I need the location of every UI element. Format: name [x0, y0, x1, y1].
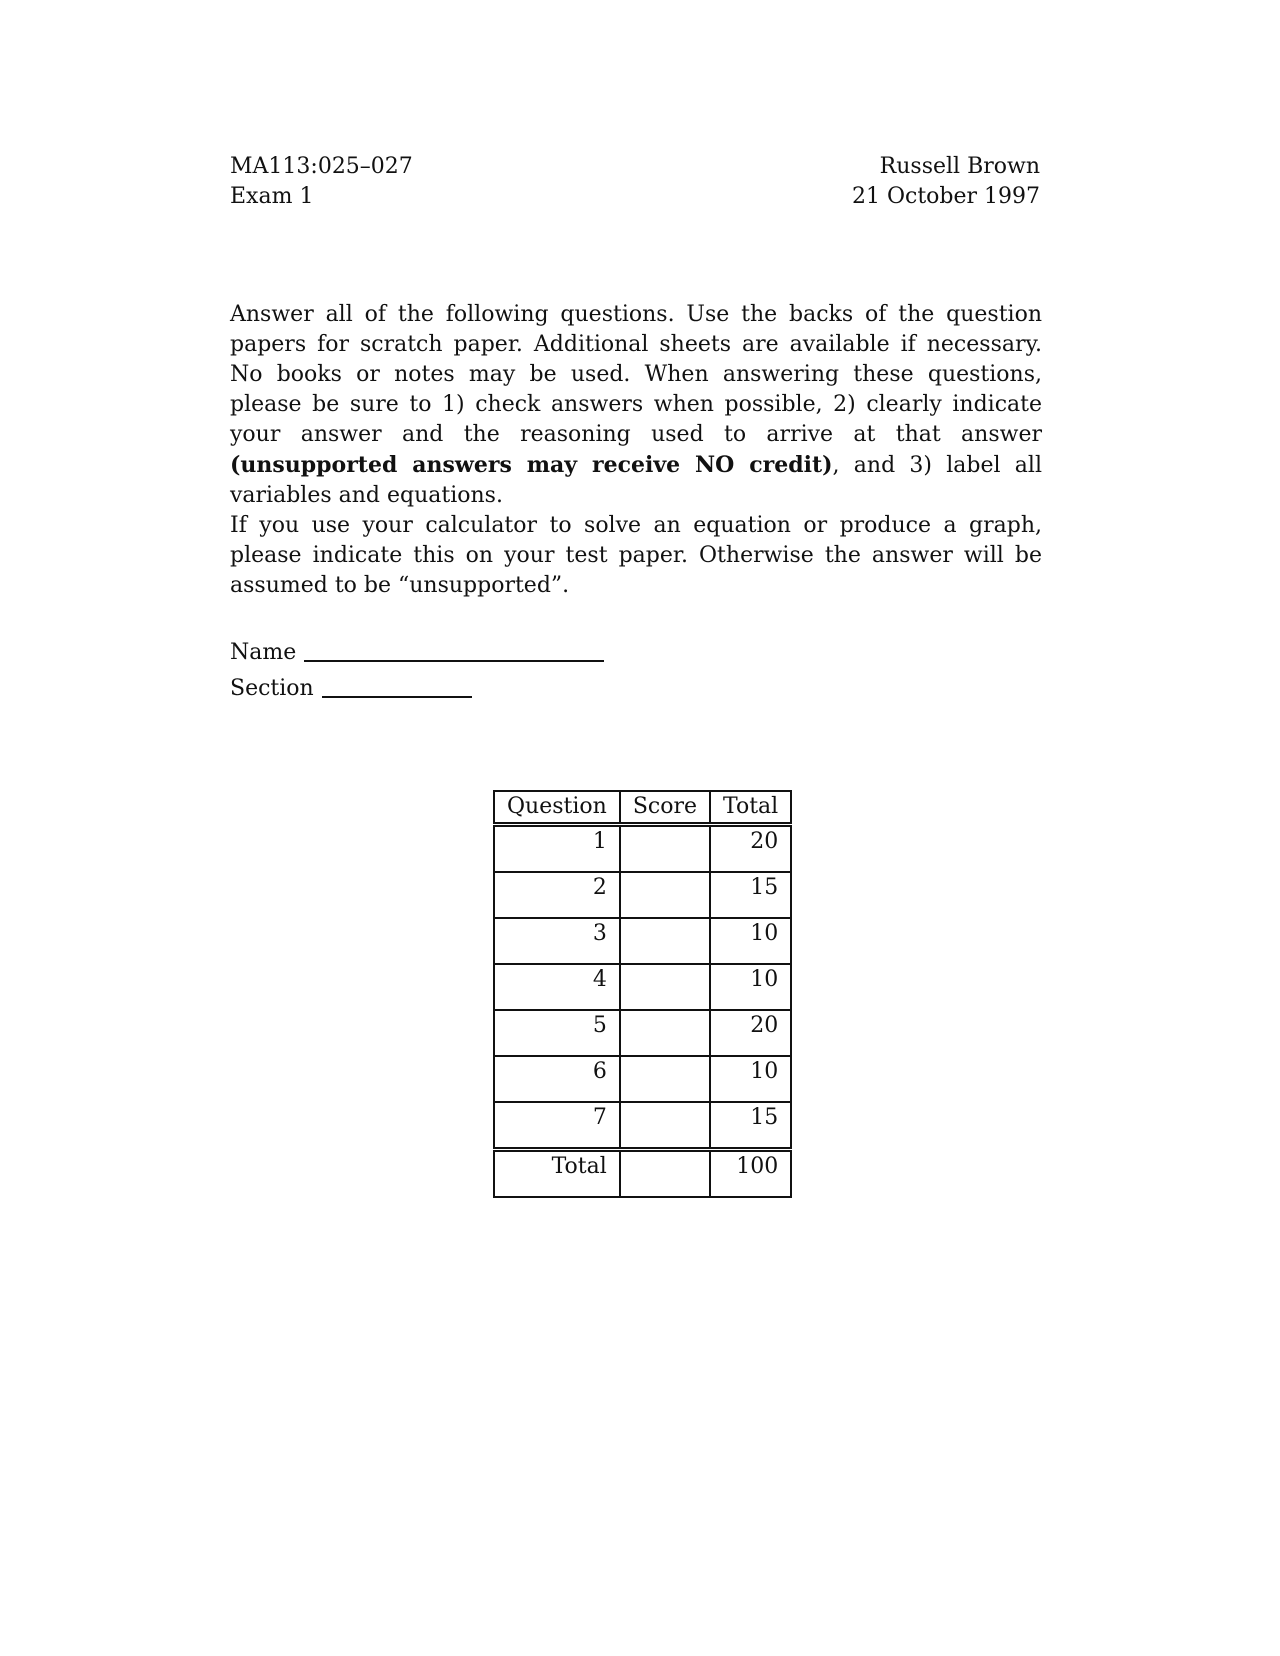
name-field-row [230, 638, 604, 668]
total-points: 15 [710, 872, 791, 918]
table-row [494, 872, 791, 918]
total-points: 20 [710, 1010, 791, 1056]
instructions [230, 300, 1042, 601]
question-number: 7 [494, 1102, 620, 1150]
section-label: Section [230, 676, 314, 701]
table-row [494, 1056, 791, 1102]
total-points-sum: 100 [710, 1150, 791, 1198]
score-cell[interactable] [620, 1056, 710, 1102]
table-row [494, 1102, 791, 1150]
question-number: 3 [494, 918, 620, 964]
question-number: 5 [494, 1010, 620, 1056]
total-label: Total [494, 1150, 620, 1198]
instructions-bold-warning: (unsupported answers may receive NO credit) [230, 452, 833, 478]
score-table [493, 790, 792, 1198]
course-code: MA113:025–027 [230, 154, 413, 179]
question-number: 1 [494, 825, 620, 873]
table-row [494, 1010, 791, 1056]
total-points: 20 [710, 825, 791, 873]
name-label: Name [230, 640, 297, 665]
question-number: 6 [494, 1056, 620, 1102]
score-cell[interactable] [620, 872, 710, 918]
table-row [494, 825, 791, 873]
table-row [494, 918, 791, 964]
score-cell[interactable] [620, 1010, 710, 1056]
instructions-text-2: , and 3) label all variables and equations. [230, 453, 1042, 508]
question-number: 2 [494, 872, 620, 918]
instructions-paragraph-2: If you use your calculator to solve an equation or produce a graph, please indicate this on your test paper. Otherwise the answer will be assumed to be “unsupported”. [230, 513, 1042, 598]
header-question: Question [494, 791, 620, 825]
exam-title: Exam 1 [230, 184, 314, 209]
section-field-row [230, 674, 472, 704]
total-points: 10 [710, 918, 791, 964]
total-points: 15 [710, 1102, 791, 1150]
instructions-text-1: Answer all of the following questions. Use the backs of the question papers for scratch paper. Additional sheets are available if necessary. No books or notes may be used. When answering these questions, please be sure to 1) check answers when possible, 2) clearly indicate your answer and the reasoning used to arrive at that answer [230, 302, 1042, 447]
header-right [830, 152, 1040, 212]
total-points: 10 [710, 964, 791, 1010]
instructor-name: Russell Brown [879, 154, 1040, 179]
total-score-cell[interactable] [620, 1150, 710, 1198]
header-score: Score [620, 791, 710, 825]
score-table-header-row [494, 791, 791, 825]
score-cell[interactable] [620, 1102, 710, 1150]
header-total: Total [710, 791, 791, 825]
section-blank-line[interactable] [322, 678, 472, 698]
header-left [230, 152, 413, 212]
score-cell[interactable] [620, 918, 710, 964]
exam-date: 21 October 1997 [851, 184, 1040, 209]
total-points: 10 [710, 1056, 791, 1102]
table-row [494, 964, 791, 1010]
score-cell[interactable] [620, 825, 710, 873]
table-total-row [494, 1150, 791, 1198]
score-cell[interactable] [620, 964, 710, 1010]
instructions-paragraph-1 [230, 300, 1042, 511]
question-number: 4 [494, 964, 620, 1010]
name-blank-line[interactable] [304, 642, 604, 662]
